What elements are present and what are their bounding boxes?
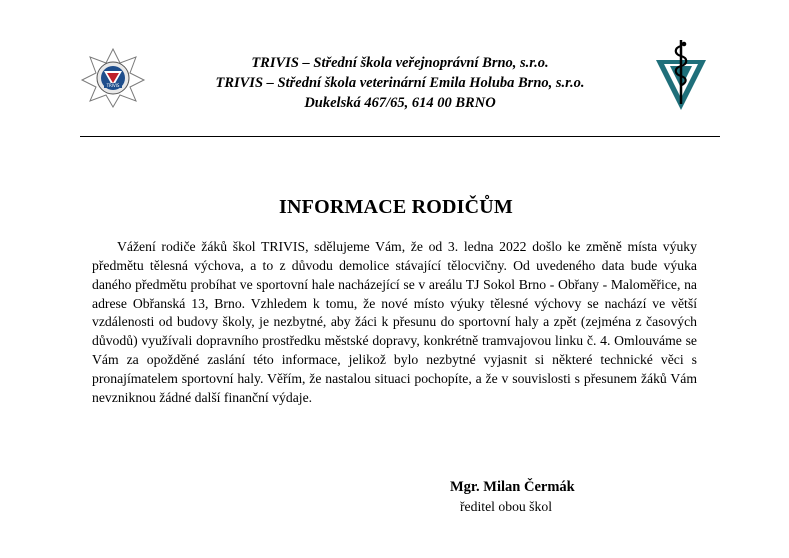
header-line-1: TRIVIS – Střední škola veřejnoprávní Brno, s.r.o. (251, 55, 549, 71)
header-line-3: Dukelská 467/65, 614 00 BRNO (304, 95, 496, 111)
header-line-2: TRIVIS – Střední škola veterinární Emila Holuba Brno, s.r.o. (215, 75, 585, 91)
signature-role: ředitel obou škol (460, 499, 552, 514)
veterinary-caduceus-v-icon (654, 38, 708, 114)
letterhead (150, 53, 650, 113)
body-paragraph: Vážení rodiče žáků škol TRIVIS, sdělujeme Vám, že od 3. ledna 2022 došlo ke změně místa výuky předmětu tělesná výchova, a to z důvodu demolice stávající tělocvičny. Od uvedeného data bude výuka daného předmětu probíhat ve sportovní hale nacházející se v areálu TJ Sokol Brno - Obřany - Maloměřice, na adrese Obřanská 13, Brno. Vzhledem k tomu, že nové místo výuky tělesné výchovy se nachází ve větší vzdálenosti od budovy školy, je nezbytné, aby žáci k přesunu do sportovní haly a zpět (zejména z časových důvodů) využívali dopravního prostředku městské dopravy, konkrétně tramvajovou linku č. 4. Omlouváme se Vám za opožděné zaslání této informace, jelikož bylo nezbytné vyjasnit si některé technické věci s pronajímatelem sportovní haly. Věřím, že nastalou situaci pochopíte, a že v souvislosti s přesunem žáků Vám nevzniknou žádné další finanční výdaje. (92, 239, 697, 405)
header-divider (80, 136, 720, 137)
signature-name: Mgr. Milan Čermák (450, 479, 575, 495)
badge-text: TRIVIS (106, 83, 120, 89)
document-title: INFORMACE RODIČŮM (279, 196, 513, 218)
police-star-badge-icon (80, 47, 146, 109)
